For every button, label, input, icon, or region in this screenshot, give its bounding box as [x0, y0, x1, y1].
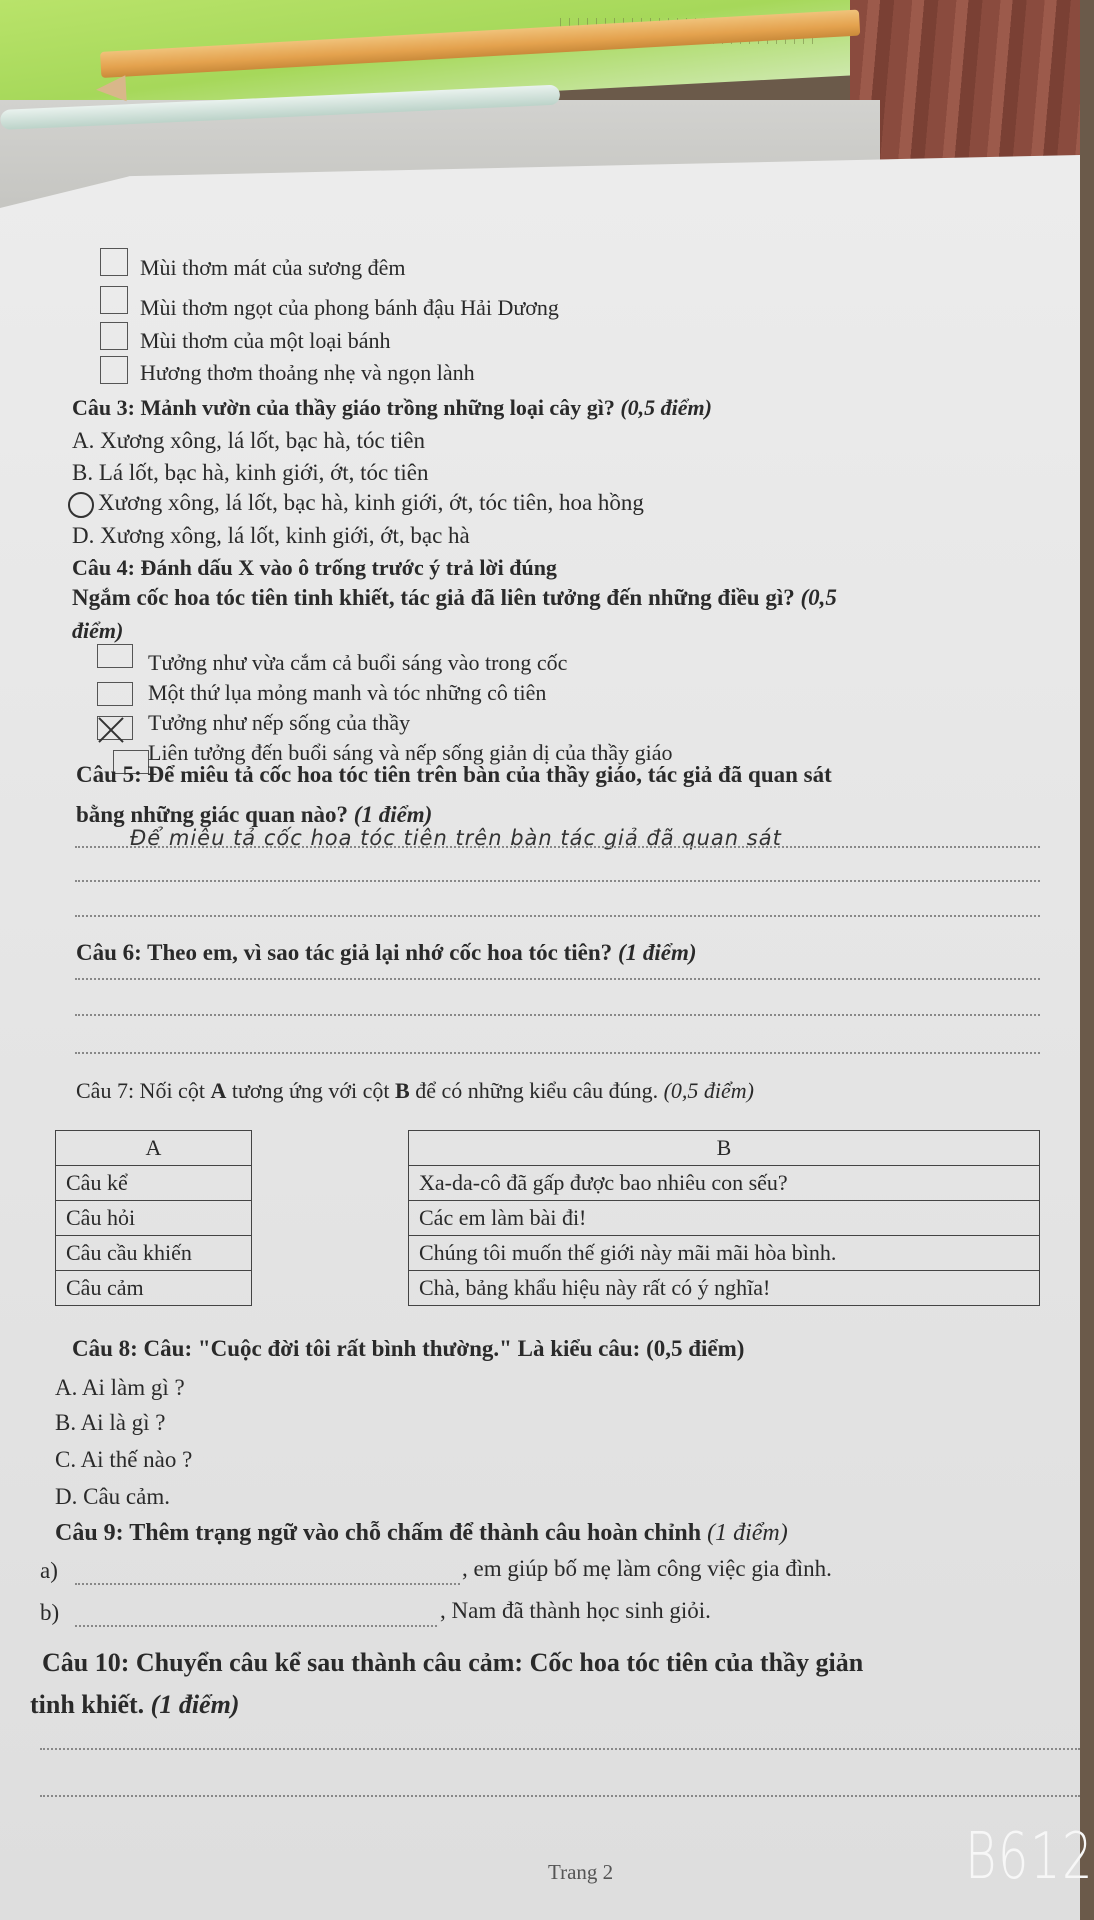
q3-option: A. Xương xông, lá lốt, bạc hà, tóc tiên — [72, 428, 425, 453]
q2-option: Mùi thơm của một loại bánh — [140, 328, 391, 353]
page-number: Trang 2 — [548, 1860, 614, 1884]
checkbox[interactable] — [97, 644, 133, 668]
fill-in-blank-b[interactable] — [75, 1625, 437, 1627]
q4-points: điểm) — [72, 618, 124, 643]
answer-line — [75, 1052, 1040, 1054]
camera-watermark: B612 — [965, 1820, 1094, 1894]
table-cell: Câu cảm — [56, 1271, 252, 1306]
answer-line — [75, 978, 1040, 980]
fill-in-blank-a[interactable] — [75, 1583, 460, 1585]
answer-line — [75, 880, 1040, 882]
answer-line — [75, 846, 1040, 848]
circle-mark-icon — [68, 492, 94, 518]
q4-option: Một thứ lụa mỏng manh và tóc những cô tiên — [148, 680, 547, 705]
q4-title: Câu 4: Đánh dấu X vào ô trống trước ý trả lời đúng — [72, 555, 557, 580]
table-cell: Xa-da-cô đã gấp được bao nhiêu con sếu? — [409, 1166, 1040, 1201]
checked-checkbox[interactable] — [97, 716, 133, 740]
q9-b-text: , Nam đã thành học sinh giỏi. — [440, 1598, 711, 1623]
q10-title-2: tinh khiết. (1 điểm) — [30, 1690, 240, 1719]
q9-a-text: , em giúp bố mẹ làm công việc gia đình. — [462, 1556, 832, 1581]
q3-title: Câu 3: Mảnh vườn của thầy giáo trồng những loại cây gì? (0,5 điểm) — [72, 395, 712, 420]
q6-title: Câu 6: Theo em, vì sao tác giả lại nhớ cốc hoa tóc tiên? (1 điểm) — [76, 940, 697, 965]
answer-line — [75, 915, 1040, 917]
q3-option: B. Lá lốt, bạc hà, kinh giới, ớt, tóc tiên — [72, 460, 429, 485]
q9-title: Câu 9: Thêm trạng ngữ vào chỗ chấm để thành câu hoàn chỉnh (1 điểm) — [55, 1520, 788, 1546]
table-header-b: B — [409, 1131, 1040, 1166]
checkbox[interactable] — [100, 286, 128, 314]
q10-title: Câu 10: Chuyển câu kể sau thành câu cảm: Cốc hoa tóc tiên của thầy giản — [42, 1648, 864, 1677]
q5-title: Câu 5: Để miêu tả cốc hoa tóc tiên trên bàn của thầy giáo, tác giả đã quan sát — [76, 762, 832, 787]
checkbox[interactable] — [97, 682, 133, 706]
q4-option: Liên tưởng đến buổi sáng và nếp sống giản dị của thầy giáo — [148, 740, 673, 765]
q8-option: A. Ai làm gì ? — [55, 1375, 185, 1400]
q4-option: Tưởng như nếp sống của thầy — [148, 710, 411, 735]
q8-title: Câu 8: Câu: "Cuộc đời tôi rất bình thường." Là kiểu câu: (0,5 điểm) — [72, 1336, 745, 1361]
q2-option: Hương thơm thoảng nhẹ và ngọn lành — [140, 360, 475, 385]
q3-option-circled: Xương xông, lá lốt, bạc hà, kinh giới, ớt, tóc tiên, hoa hồng — [68, 490, 644, 518]
q7-table-b — [408, 1130, 1040, 1306]
q7-table-a — [55, 1130, 252, 1306]
q8-option: C. Ai thế nào ? — [55, 1447, 193, 1472]
q8-option: B. Ai là gì ? — [55, 1410, 166, 1435]
table-cell: Câu kể — [56, 1166, 252, 1201]
q4-question: Ngắm cốc hoa tóc tiên tinh khiết, tác giả đã liên tưởng đến những điều gì? (0,5 — [72, 585, 837, 610]
q9-a-label: a) — [40, 1558, 58, 1583]
checkbox[interactable] — [100, 248, 128, 276]
checkbox[interactable] — [100, 322, 128, 350]
q5-title-2: bằng những giác quan nào? (1 điểm) — [76, 802, 433, 827]
table-cell: Câu hỏi — [56, 1201, 252, 1236]
table-header-a: A — [56, 1131, 252, 1166]
q2-option: Mùi thơm ngọt của phong bánh đậu Hải Dương — [140, 295, 559, 320]
q2-option: Mùi thơm mát của sương đêm — [140, 255, 406, 280]
answer-line — [40, 1748, 1080, 1750]
table-cell: Câu cầu khiến — [56, 1236, 252, 1271]
answer-line — [75, 1014, 1040, 1016]
checkbox[interactable] — [100, 356, 128, 384]
q7-title: Câu 7: Nối cột A tương ứng với cột B để có những kiểu câu đúng. (0,5 điểm) — [76, 1078, 755, 1103]
table-cell: Chúng tôi muốn thế giới này mãi mãi hòa bình. — [409, 1236, 1040, 1271]
q4-option: Tưởng như vừa cắm cả buổi sáng vào trong cốc — [148, 650, 568, 675]
answer-line — [40, 1795, 1080, 1797]
handwritten-answer: Để miêu tả cốc hoa tóc tiên trên bàn tác giả đã quan sát — [130, 826, 782, 850]
table-cell: Chà, bảng khẩu hiệu này rất có ý nghĩa! — [409, 1271, 1040, 1306]
q3-option: D. Xương xông, lá lốt, kinh giới, ớt, bạc hà — [72, 523, 470, 548]
table-cell: Các em làm bài đi! — [409, 1201, 1040, 1236]
q9-b-label: b) — [40, 1600, 60, 1625]
q8-option: D. Câu cảm. — [55, 1484, 170, 1509]
